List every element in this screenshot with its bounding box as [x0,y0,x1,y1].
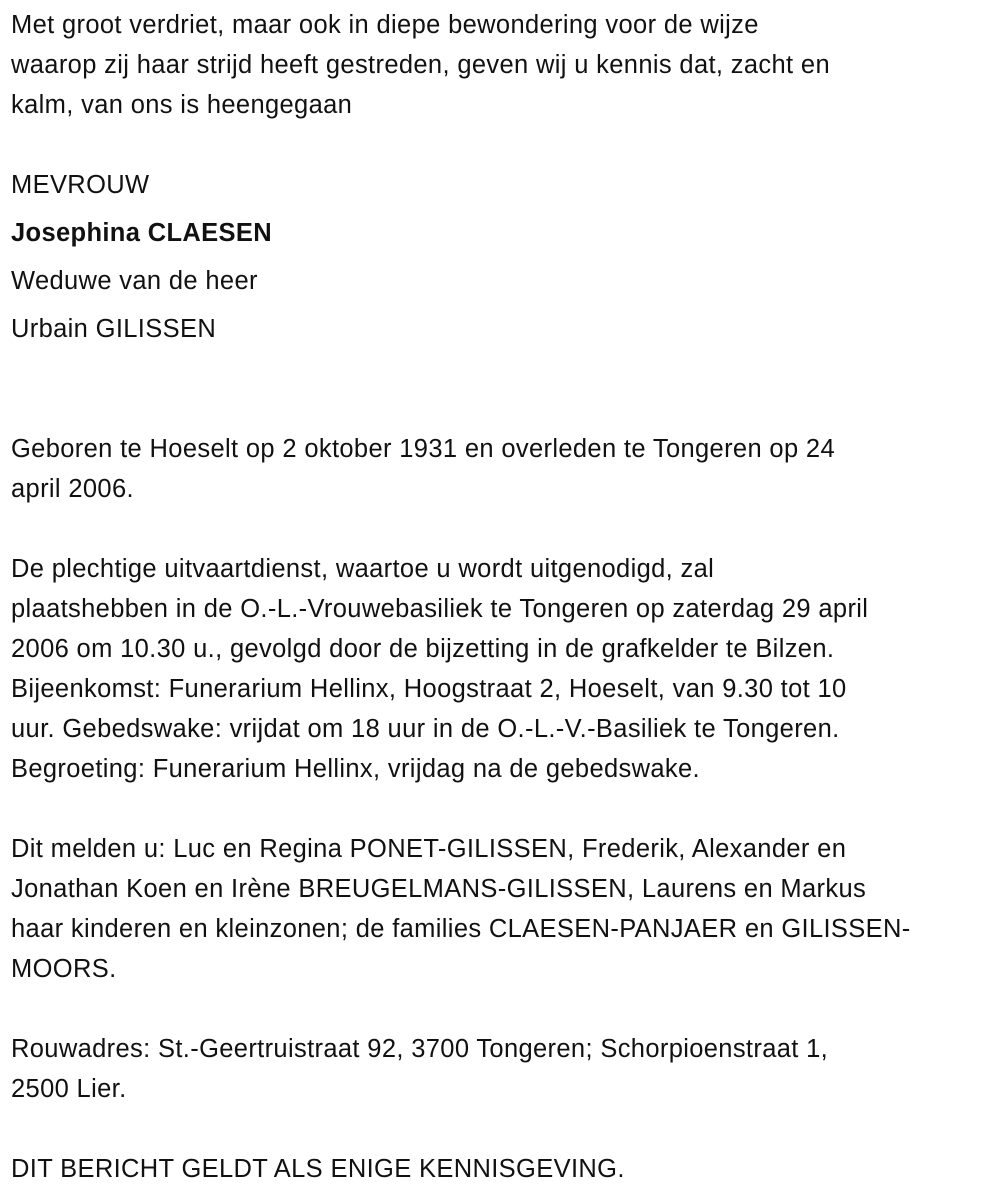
closing-paragraph [11,1149,1000,1189]
service-paragraph [11,549,1000,789]
text-line: Geboren te Hoeselt op 2 oktober 1931 en overleden te Tongeren op 24 [11,435,835,463]
family-paragraph [11,829,1000,989]
text-line: plaatshebben in de O.-L.-Vrouwebasiliek te Tongeren op zaterdag 29 april [11,595,869,623]
closing-text: DIT BERICHT GELDT ALS ENIGE KENNISGEVING. [11,1155,625,1183]
text-line: Rouwadres: St.-Geertruistraat 92, 3700 Tongeren; Schorpioenstraat 1, [11,1035,829,1063]
address-paragraph [11,1029,1000,1109]
text-line: MOORS. [11,955,117,983]
text-line: Dit melden u: Luc en Regina PONET-GILISSEN, Frederik, Alexander en [11,835,847,863]
text-line: Jonathan Koen en Irène BREUGELMANS-GILISSEN, Laurens en Markus [11,875,867,903]
deceased-block [11,161,1000,353]
text-line: uur. Gebedswake: vrijdat om 18 uur in de O.-L.-V.-Basiliek te Tongeren. [11,715,840,743]
text-line: 2006 om 10.30 u., gevolgd door de bijzetting in de grafkelder te Bilzen. [11,635,835,663]
text-line: haar kinderen en kleinzonen; de families CLAESEN-PANJAER en GILISSEN- [11,915,911,943]
deceased-name: Josephina CLAESEN [11,219,272,247]
title-label: MEVROUW [11,171,150,199]
spouse-name: Urbain GILISSEN [11,315,217,343]
text-line: kalm, van ons is heengegaan [11,91,353,119]
relation-label: Weduwe van de heer [11,267,258,295]
text-line: Begroeting: Funerarium Hellinx, vrijdag na de gebedswake. [11,755,700,783]
text-line: waarop zij haar strijd heeft gestreden, geven wij u kennis dat, zacht en [11,51,830,79]
birth-death-paragraph [11,429,1000,509]
text-line: 2500 Lier. [11,1075,127,1103]
intro-paragraph [11,5,1000,125]
text-line: Met groot verdriet, maar ook in diepe bewondering voor de wijze [11,11,759,39]
text-line: Bijeenkomst: Funerarium Hellinx, Hoogstraat 2, Hoeselt, van 9.30 tot 10 [11,675,847,703]
text-line: De plechtige uitvaartdienst, waartoe u wordt uitgenodigd, zal [11,555,715,583]
text-line: april 2006. [11,475,134,503]
